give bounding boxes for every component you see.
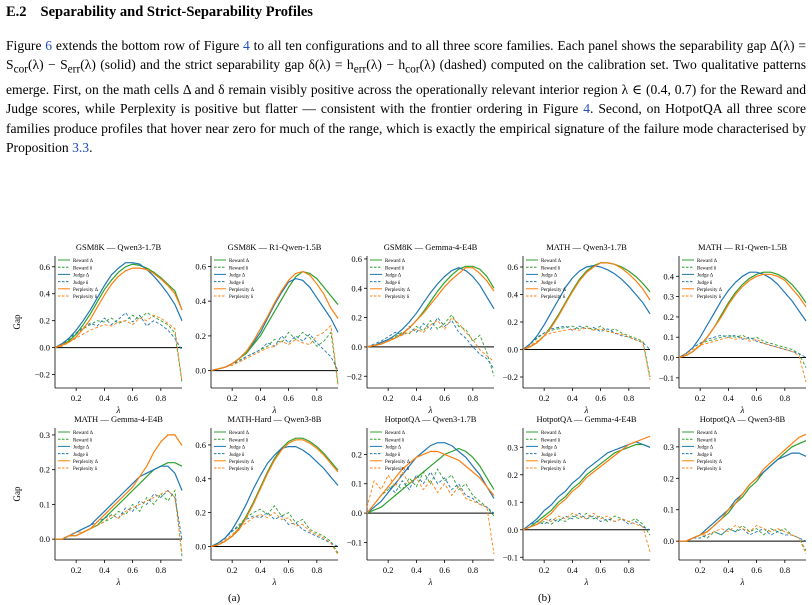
series-line xyxy=(367,469,494,516)
legend-label: Judge Δ xyxy=(541,445,558,451)
legend-label: Judge Δ xyxy=(697,273,714,279)
series-line xyxy=(55,491,182,554)
x-tick-label: 0.2 xyxy=(226,393,238,403)
series-line xyxy=(679,529,806,542)
legend-label: Reward δ xyxy=(541,266,561,272)
legend-label: Perplexity Δ xyxy=(73,288,99,293)
y-axis-label: Gap xyxy=(12,486,22,502)
x-tick-label: 0.4 xyxy=(99,565,110,575)
subplot-title: MATH — Gemma-4-E4B xyxy=(74,414,163,424)
legend-label: Judge δ xyxy=(385,452,401,458)
x-axis-label: λ xyxy=(584,405,589,415)
y-tick-label: 0.1 xyxy=(507,497,518,508)
series-line xyxy=(55,313,182,351)
x-tick-label: 0.4 xyxy=(723,393,734,403)
legend-label: Perplexity δ xyxy=(229,467,254,473)
legend-label: Judge δ xyxy=(385,280,401,286)
legend-label: Reward δ xyxy=(385,438,405,444)
legend-label: Judge δ xyxy=(229,452,245,458)
y-tick-label: −0.2 xyxy=(346,371,362,382)
series-line xyxy=(523,513,650,552)
x-tick-label: 0.6 xyxy=(127,565,138,575)
section-heading xyxy=(6,4,313,21)
x-tick-label: 0.6 xyxy=(283,393,294,403)
subscript: cor xyxy=(405,63,420,76)
legend-label: Judge Δ xyxy=(385,273,402,279)
series-line xyxy=(679,525,806,553)
legend-label: Judge Δ xyxy=(541,273,558,279)
subplot-title: GSM8K — R1-Qwen-1.5B xyxy=(227,242,322,252)
y-tick-label: 0.0 xyxy=(663,352,674,363)
x-tick-label: 0.2 xyxy=(538,565,550,575)
figure-4-link[interactable]: 4 xyxy=(243,38,250,53)
x-tick-label: 0.4 xyxy=(255,393,266,403)
para-text: Figure xyxy=(6,38,46,53)
subplot-title: MATH-Hard — Qwen3-8B xyxy=(227,414,322,424)
y-tick-label: 0.2 xyxy=(195,330,206,341)
legend-label: Reward Δ xyxy=(229,259,250,265)
series-line xyxy=(211,513,338,547)
legend-label: Perplexity δ xyxy=(229,295,254,301)
legend-label: Reward Δ xyxy=(385,259,406,265)
y-tick-label: 0.2 xyxy=(39,464,50,475)
body-paragraph xyxy=(6,36,806,157)
x-tick-label: 0.2 xyxy=(694,393,706,403)
legend-label: Judge Δ xyxy=(73,273,90,279)
y-tick-label: 0.6 xyxy=(39,261,50,272)
x-tick-label: 0.2 xyxy=(70,393,82,403)
legend-label: Perplexity Δ xyxy=(385,460,411,465)
legend-label: Judge Δ xyxy=(73,445,90,451)
subplot xyxy=(12,414,182,587)
subscript: cor xyxy=(13,63,29,76)
x-tick-label: 0.8 xyxy=(623,565,635,575)
subplot-title: HotpotQA — Gemma-4-E4B xyxy=(536,414,637,424)
caption-b: (b) xyxy=(538,592,551,604)
x-tick-label: 0.8 xyxy=(779,393,791,403)
x-tick-label: 0.6 xyxy=(751,565,762,575)
y-axis-label: Gap xyxy=(12,314,22,330)
legend-label: Reward Δ xyxy=(73,259,94,265)
y-tick-label: 0.0 xyxy=(195,541,206,552)
series-line xyxy=(367,472,494,513)
x-axis-label: λ xyxy=(116,405,121,415)
legend-label: Perplexity δ xyxy=(541,295,566,301)
legend-label: Judge δ xyxy=(697,452,713,458)
proposition-link[interactable]: 3.3 xyxy=(72,139,90,155)
subscript: err xyxy=(67,63,81,76)
y-tick-label: 0.3 xyxy=(39,429,50,440)
subplot-title: GSM8K — Gemma-4-E4B xyxy=(383,242,478,252)
legend-label: Judge δ xyxy=(541,452,557,458)
x-tick-label: 0.4 xyxy=(567,393,578,403)
x-tick-label: 0.8 xyxy=(467,393,479,403)
x-axis-label: λ xyxy=(272,405,277,415)
x-tick-label: 0.6 xyxy=(439,565,450,575)
legend-label: Reward δ xyxy=(229,266,249,272)
figure-4-link[interactable]: 4 xyxy=(583,101,591,117)
legend-label: Perplexity Δ xyxy=(229,460,255,465)
y-tick-label: 0.3 xyxy=(663,441,674,452)
subplot xyxy=(503,242,650,415)
y-tick-label: 0.0 xyxy=(39,342,50,353)
subplot xyxy=(195,242,338,415)
legend-label: Reward Δ xyxy=(697,431,718,437)
series-line xyxy=(211,272,338,371)
subplot-title: MATH — R1-Qwen-1.5B xyxy=(697,242,788,252)
series-line xyxy=(211,326,338,385)
para-text: to all ten configurations and to all three score families. Each panel shows the separability gap Δ(λ) = S xyxy=(6,38,807,73)
legend-label: Judge δ xyxy=(73,280,89,286)
subplot xyxy=(347,242,494,415)
legend-label: Reward Δ xyxy=(229,431,250,437)
subscript: err xyxy=(353,63,367,76)
y-tick-label: 0.4 xyxy=(195,296,206,307)
para-text: (λ) − h xyxy=(366,57,406,73)
x-tick-label: 0.2 xyxy=(538,393,550,403)
x-tick-label: 0.6 xyxy=(283,565,294,575)
x-tick-label: 0.6 xyxy=(751,393,762,403)
y-tick-label: 0.6 xyxy=(195,261,206,272)
series-line xyxy=(679,337,806,382)
y-tick-label: 0.4 xyxy=(351,283,362,294)
y-tick-label: 0.1 xyxy=(39,499,50,510)
x-axis-label: λ xyxy=(428,405,433,415)
x-tick-label: 0.6 xyxy=(439,393,450,403)
para-text: (λ) − S xyxy=(28,57,68,73)
legend-label: Perplexity Δ xyxy=(385,288,411,293)
y-tick-label: −0.2 xyxy=(34,369,50,380)
legend-label: Perplexity δ xyxy=(541,467,566,473)
y-tick-label: −0.2 xyxy=(502,372,518,382)
para-text: extends the bottom row of Figure xyxy=(52,38,244,53)
y-tick-label: 0.6 xyxy=(195,439,206,450)
caption-a: (a) xyxy=(228,592,241,604)
legend-label: Reward δ xyxy=(73,266,93,272)
legend-label: Judge Δ xyxy=(697,445,714,451)
y-tick-label: 0.0 xyxy=(351,508,362,519)
legend-label: Reward Δ xyxy=(541,431,562,437)
subplot-title: HotpotQA — Qwen3-8B xyxy=(699,414,786,424)
subplot-title: HotpotQA — Qwen3-1.7B xyxy=(384,414,477,424)
x-tick-label: 0.4 xyxy=(567,565,578,575)
legend-label: Perplexity δ xyxy=(697,467,722,473)
legend-label: Judge δ xyxy=(229,280,245,286)
legend-label: Perplexity δ xyxy=(697,295,722,301)
x-tick-label: 0.2 xyxy=(382,565,394,575)
legend-label: Reward δ xyxy=(541,438,561,444)
y-tick-label: 0.4 xyxy=(39,288,50,299)
legend-label: Judge δ xyxy=(73,452,89,458)
x-tick-label: 0.6 xyxy=(127,393,138,403)
y-tick-label: 0.4 xyxy=(195,473,206,484)
legend-label: Perplexity δ xyxy=(73,467,98,473)
legend-label: Perplexity Δ xyxy=(541,460,567,465)
y-tick-label: −0.1 xyxy=(346,537,362,548)
series-line xyxy=(523,513,650,530)
x-tick-label: 0.8 xyxy=(623,393,635,403)
x-tick-label: 0.8 xyxy=(779,565,791,575)
subplot xyxy=(347,414,494,587)
x-axis-label: λ xyxy=(740,577,745,587)
y-tick-label: 0.2 xyxy=(39,315,50,326)
y-tick-label: 0.1 xyxy=(663,332,674,343)
y-tick-label: 0.0 xyxy=(663,536,674,547)
x-tick-label: 0.8 xyxy=(155,565,167,575)
y-tick-label: 0.0 xyxy=(39,534,50,545)
y-tick-label: 0.2 xyxy=(663,311,674,322)
subplot xyxy=(659,242,806,415)
y-tick-label: 0.1 xyxy=(351,478,362,489)
x-tick-label: 0.4 xyxy=(411,393,422,403)
subplot-title: GSM8K — Qwen3-1.7B xyxy=(75,242,162,252)
y-tick-label: 0.4 xyxy=(507,289,518,300)
y-tick-label: 0.2 xyxy=(195,507,206,518)
legend-label: Reward δ xyxy=(697,438,717,444)
y-tick-label: 0.1 xyxy=(663,504,674,515)
legend-label: Perplexity Δ xyxy=(229,288,255,293)
y-tick-label: 0.2 xyxy=(507,469,518,480)
x-tick-label: 0.2 xyxy=(226,565,238,575)
legend-label: Perplexity δ xyxy=(385,467,410,473)
legend-label: Perplexity Δ xyxy=(697,288,723,293)
series-line xyxy=(55,466,182,539)
x-tick-label: 0.4 xyxy=(99,393,110,403)
series-line xyxy=(55,315,182,381)
x-tick-label: 0.8 xyxy=(467,565,479,575)
x-tick-label: 0.4 xyxy=(723,565,734,575)
y-tick-label: 0.0 xyxy=(195,365,206,376)
x-tick-label: 0.4 xyxy=(255,565,266,575)
legend-label: Judge Δ xyxy=(385,445,402,451)
subplot-title: MATH — Qwen3-1.7B xyxy=(546,242,627,252)
legend-label: Reward Δ xyxy=(697,259,718,265)
x-tick-label: 0.6 xyxy=(595,565,606,575)
x-axis-label: λ xyxy=(116,577,121,587)
x-tick-label: 0.6 xyxy=(595,393,606,403)
x-tick-label: 0.4 xyxy=(411,565,422,575)
para-text: (λ) (dashed) computed on the calibration set. Two qualitative patterns emerge. First, on the math cells Δ and δ remain visibly positive across the operationally relevant interior region λ ∈ (0.4, 0.7) for the Reward and Judge scores, while Perplexity is positive but flatter — consistent with the frontier ordering in Figure xyxy=(6,57,806,117)
legend-label: Perplexity δ xyxy=(385,295,410,301)
series-line xyxy=(523,328,650,380)
legend-label: Judge Δ xyxy=(229,445,246,451)
x-tick-label: 0.8 xyxy=(311,393,323,403)
legend-label: Perplexity Δ xyxy=(541,288,567,293)
y-tick-label: 0.3 xyxy=(663,291,674,302)
para-text: . xyxy=(89,139,93,155)
section-number: E.2 xyxy=(6,4,27,20)
x-tick-label: 0.2 xyxy=(70,565,82,575)
figure-6-link[interactable]: 6 xyxy=(45,38,53,53)
para-text: . Second, on HotpotQA all three score families produce profiles that hover near zero for much of the range, which is exactly the empirical signature of the failure mode characterised by Proposition xyxy=(6,101,806,155)
legend-label: Reward δ xyxy=(385,266,405,272)
subplot xyxy=(663,414,806,587)
legend-label: Reward δ xyxy=(697,266,717,272)
x-tick-label: 0.8 xyxy=(155,393,167,403)
series-line xyxy=(211,332,338,384)
subplot xyxy=(12,242,182,415)
x-tick-label: 0.2 xyxy=(382,393,394,403)
legend-label: Reward δ xyxy=(73,438,93,444)
caption-row xyxy=(0,592,812,605)
legend-label: Judge Δ xyxy=(229,273,246,279)
y-tick-label: 0.2 xyxy=(351,312,362,323)
legend-label: Perplexity Δ xyxy=(73,460,99,465)
x-axis-label: λ xyxy=(584,577,589,587)
series-line xyxy=(367,315,494,377)
legend-label: Perplexity δ xyxy=(73,295,98,301)
x-tick-label: 0.8 xyxy=(311,565,323,575)
legend-label: Reward Δ xyxy=(385,431,406,437)
y-tick-label: 0.6 xyxy=(351,253,362,264)
series-line xyxy=(523,513,650,535)
legend-label: Reward Δ xyxy=(541,259,562,265)
section-title: Separability and Strict-Separability Profiles xyxy=(40,4,313,20)
legend-label: Reward δ xyxy=(229,438,249,444)
legend-label: Judge δ xyxy=(541,280,557,286)
series-line xyxy=(367,268,494,347)
legend-label: Judge δ xyxy=(697,280,713,286)
figure-grid xyxy=(0,228,812,590)
y-tick-label: 0.2 xyxy=(663,473,674,484)
subplot xyxy=(503,414,650,587)
y-tick-label: 0.0 xyxy=(351,341,362,352)
x-tick-label: 0.2 xyxy=(694,565,706,575)
y-tick-label: 0.2 xyxy=(351,449,362,460)
y-tick-label: −0.1 xyxy=(658,372,674,383)
para-text: (λ) (solid) and the strict separability gap δ(λ) = h xyxy=(80,57,354,73)
y-tick-label: 0.2 xyxy=(507,317,518,327)
legend-label: Reward Δ xyxy=(73,431,94,437)
x-axis-label: λ xyxy=(740,405,745,415)
y-tick-label: −0.1 xyxy=(502,552,518,563)
y-tick-label: 0.6 xyxy=(507,262,518,272)
y-tick-label: 0.4 xyxy=(663,271,674,282)
x-axis-label: λ xyxy=(428,577,433,587)
x-axis-label: λ xyxy=(272,577,277,587)
subplot xyxy=(195,414,338,587)
y-tick-label: 0.0 xyxy=(507,524,518,535)
series-line xyxy=(523,326,650,377)
y-tick-label: 0.3 xyxy=(507,442,518,453)
legend-label: Perplexity Δ xyxy=(697,460,723,465)
y-tick-label: 0.0 xyxy=(507,344,518,355)
